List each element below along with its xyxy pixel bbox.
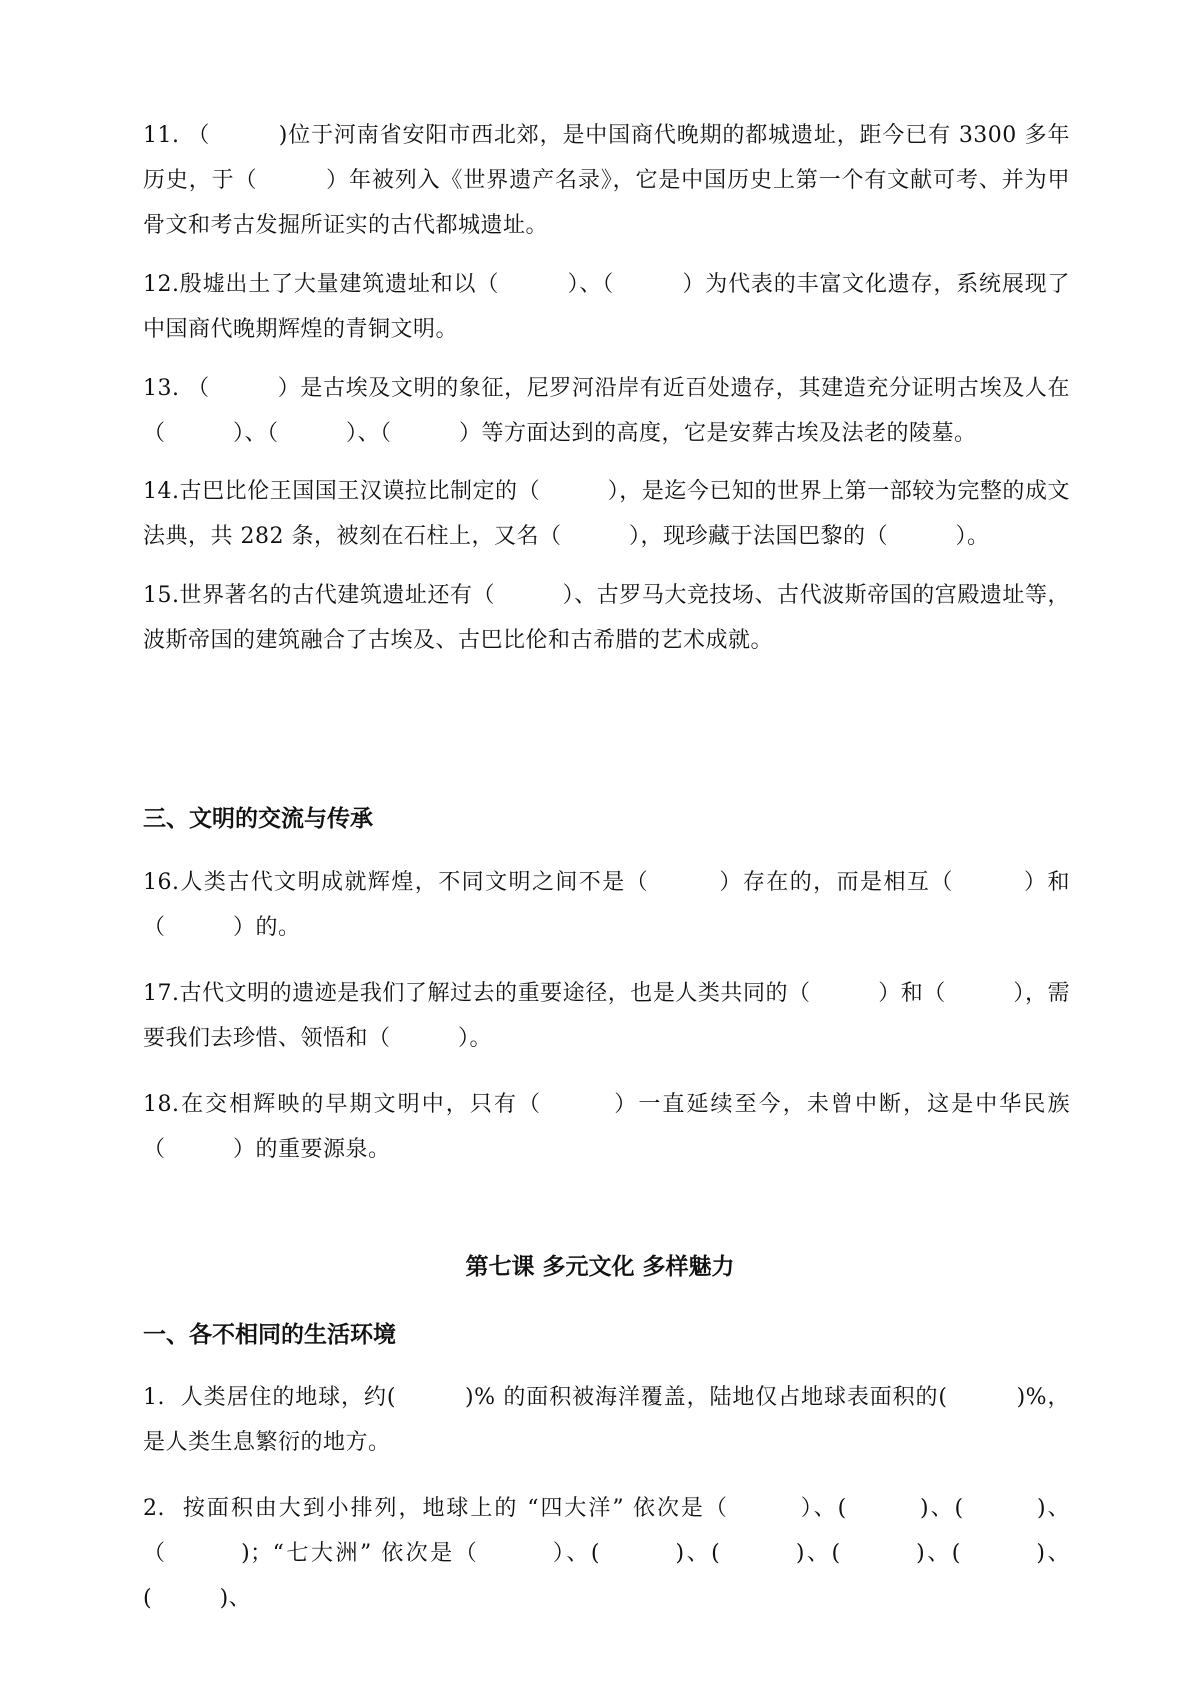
question-text: （ )位于河南省安阳市西北郊，是中国商代晚期的都城遗址，距今已有 3300 多年历史，于（ ）年被列入《世界遗产名录》，它是中国历史上第一个有文献可考、并为甲骨文和考古发掘所证实的古代都城遗址。 (143, 123, 1071, 238)
question-2 (143, 1486, 1070, 1621)
question-14 (143, 469, 1070, 559)
question-number: 1. (143, 1385, 165, 1410)
question-text: 按面积由大到小排列，地球上的 “四大洋” 依次是（ ）、( )、( )、（ )；“七大洲” 依次是（ ）、( )、( )、( )、( )、( )、 (143, 1496, 1070, 1611)
question-text: 在交相辉映的早期文明中，只有（ ）一直延续至今，未曾中断，这是中华民族（ ）的重要源泉。 (143, 1092, 1070, 1162)
question-16 (143, 860, 1070, 950)
section-heading-3: 三、文明的交流与传承 (143, 806, 373, 832)
question-number: 13. (143, 376, 180, 401)
question-17 (143, 971, 1070, 1061)
question-text: 人类古代文明成就辉煌，不同文明之间不是（ ）存在的，而是相互（ ）和（ ）的。 (143, 870, 1070, 940)
question-text: 殷墟出土了大量建筑遗址和以（ ）、（ ）为代表的丰富文化遗存，系统展现了中国商代晚期辉煌的青铜文明。 (143, 272, 1070, 342)
question-text: 人类居住的地球，约( )% 的面积被海洋覆盖，陆地仅占地球表面积的( )%，是人类生息繁衍的地方。 (143, 1385, 1070, 1455)
question-number: 17. (143, 981, 180, 1006)
question-number: 16. (143, 870, 180, 895)
question-18 (143, 1082, 1070, 1172)
question-13 (143, 366, 1070, 456)
question-1 (143, 1375, 1070, 1465)
question-number: 14. (143, 479, 180, 504)
question-number: 15. (143, 583, 180, 608)
section-heading-1: 一、各不相同的生活环境 (143, 1322, 396, 1348)
question-number: 12. (143, 272, 180, 297)
question-15 (143, 573, 1070, 663)
question-number: 18. (143, 1092, 180, 1117)
question-text: 世界著名的古代建筑遗址还有（ ）、古罗马大竞技场、古代波斯帝国的宫殿遗址等，波斯帝国的建筑融合了古埃及、古巴比伦和古希腊的艺术成就。 (143, 583, 1070, 653)
question-11 (143, 113, 1070, 248)
question-text: 古巴比伦王国国王汉谟拉比制定的（ ），是迄今已知的世界上第一部较为完整的成文法典，共 282 条，被刻在石柱上，又名（ ），现珍藏于法国巴黎的（ ）。 (143, 479, 1070, 549)
lesson-title: 第七课 多元文化 多样魅力 (465, 1254, 735, 1280)
question-text: （ ）是古埃及文明的象征，尼罗河沿岸有近百处遗存，其建造充分证明古埃及人在（ ）、（ ）、（ ）等方面达到的高度，它是安葬古埃及法老的陵墓。 (143, 376, 1070, 446)
question-text: 古代文明的遗迹是我们了解过去的重要途径，也是人类共同的（ ）和（ ），需要我们去珍惜、领悟和（ ）。 (143, 981, 1070, 1051)
question-number: 2. (143, 1496, 165, 1521)
question-number: 11. (143, 123, 180, 148)
question-12 (143, 262, 1070, 352)
